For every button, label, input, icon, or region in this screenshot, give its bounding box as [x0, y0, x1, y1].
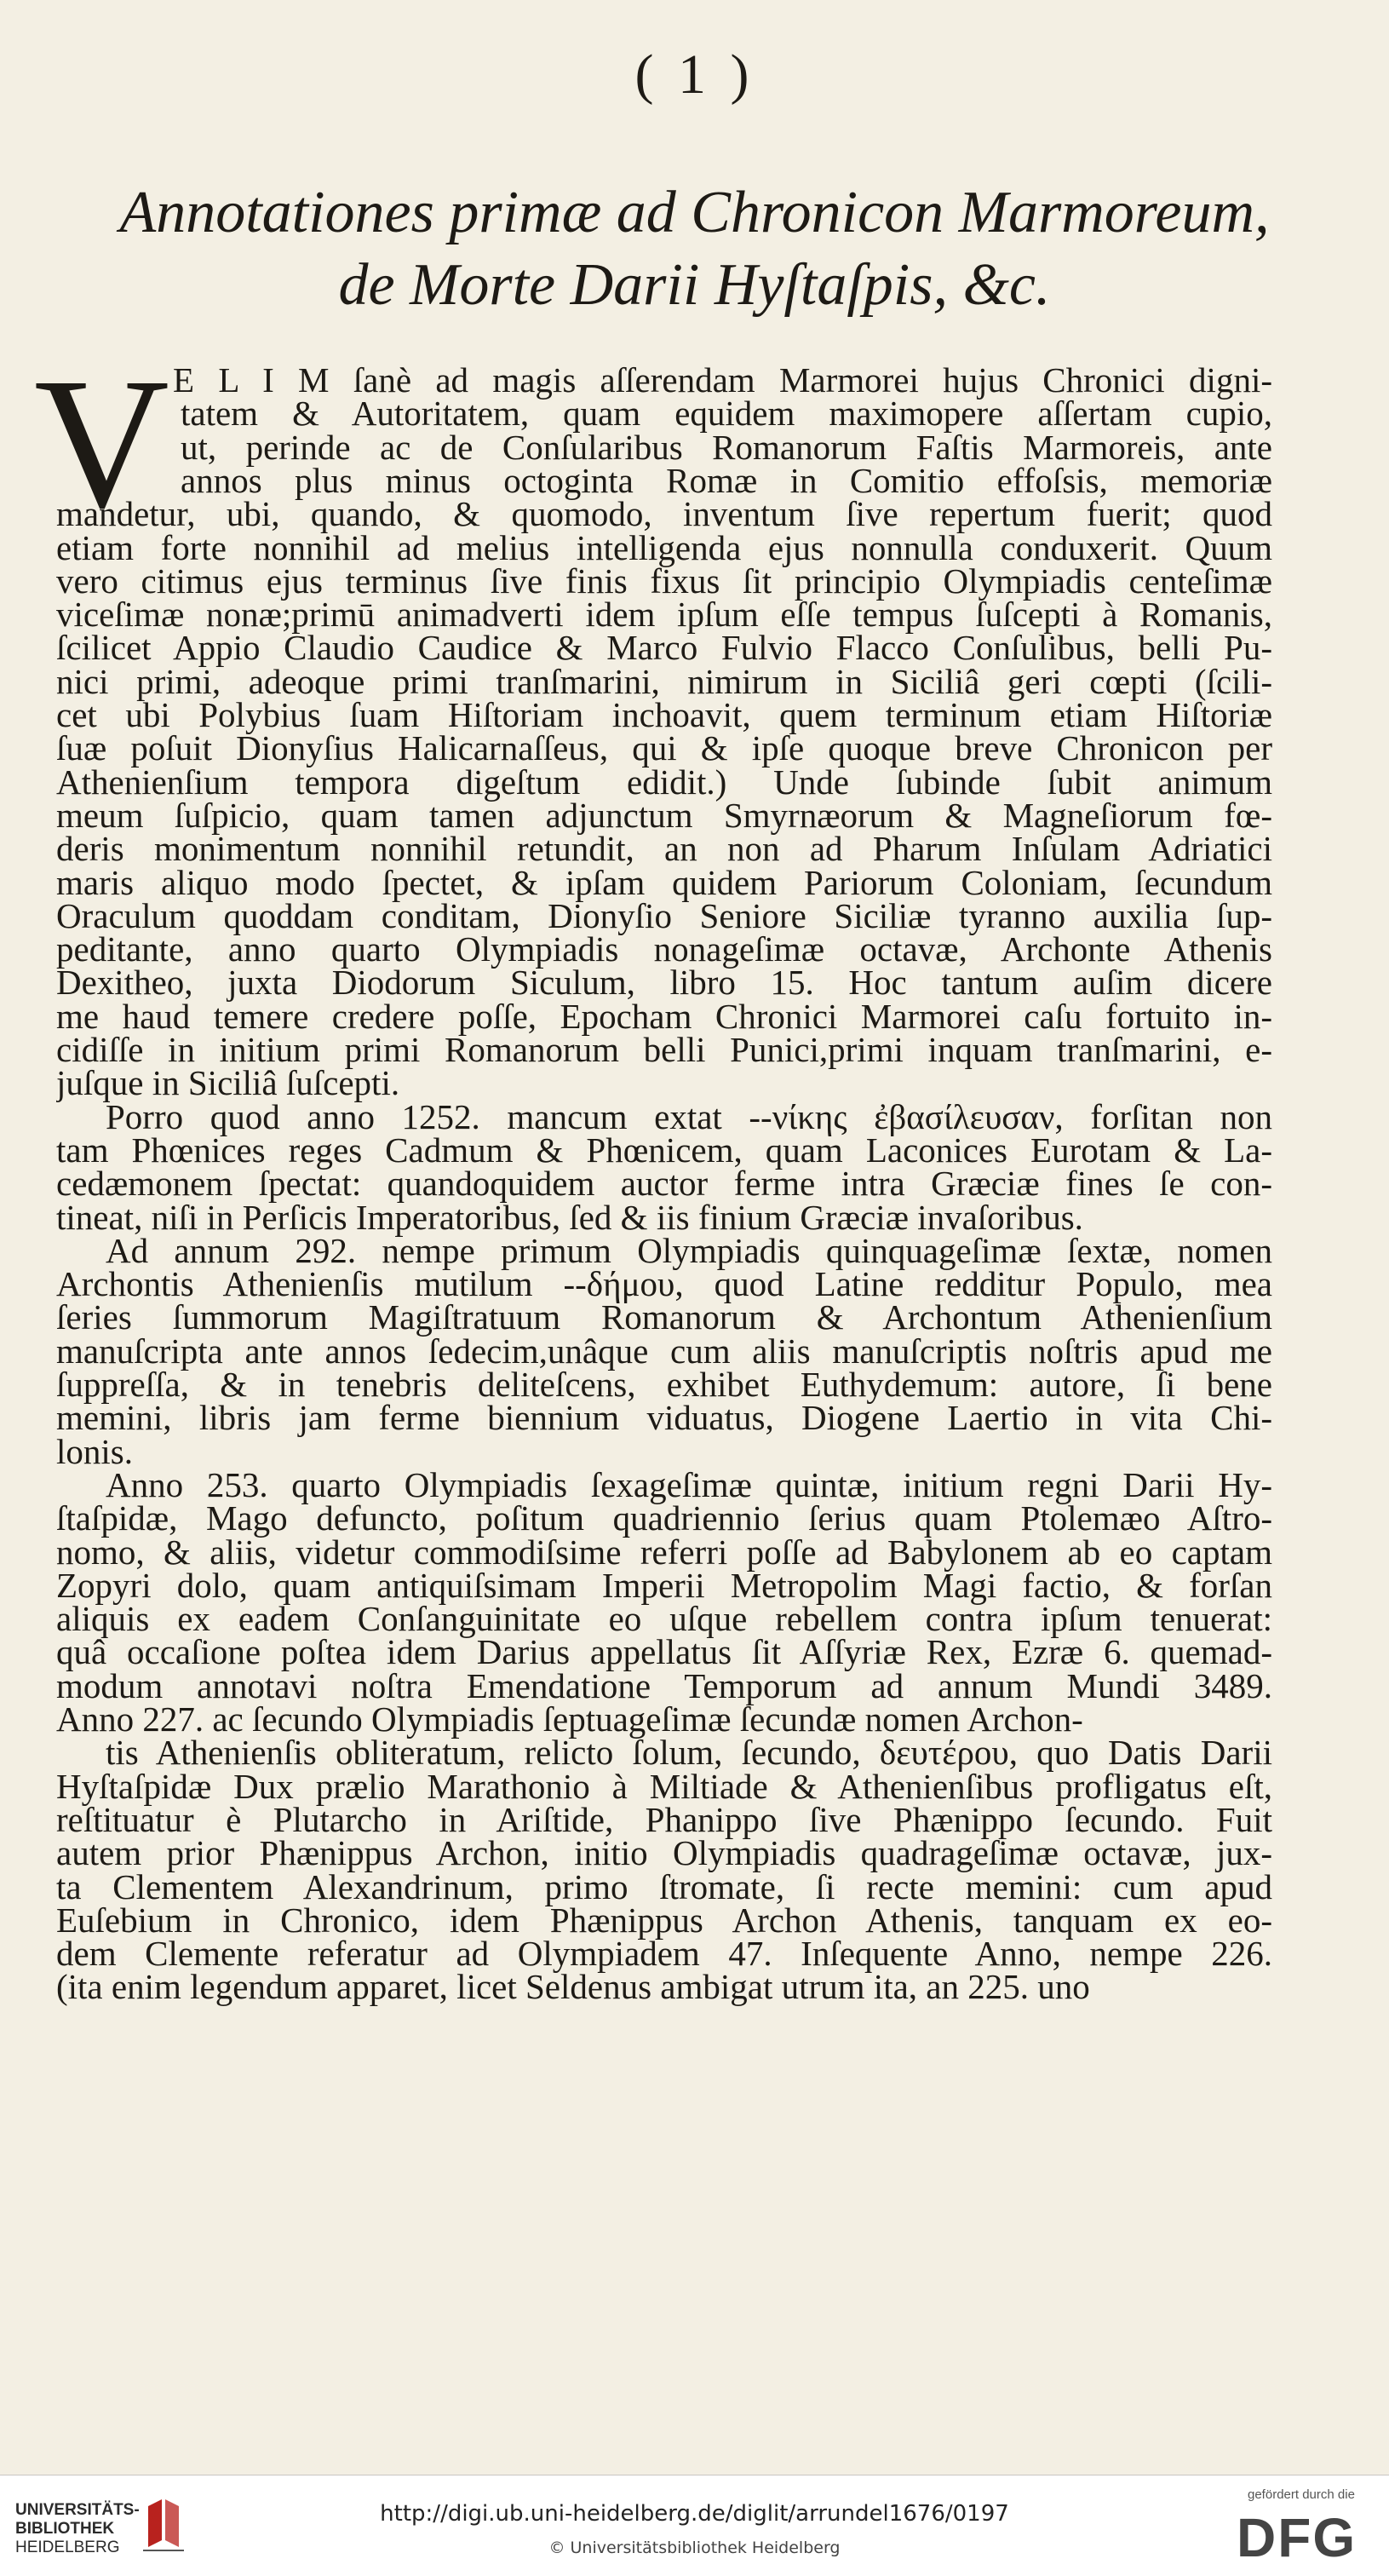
text-line: me haud temere credere poſſe, Epocham Chronici Marmorei caſu fortuito in- — [56, 996, 1272, 1036]
permalink-url[interactable]: http://digi.ub.uni-heidelberg.de/diglit/arrundel1676/0197 — [380, 2501, 1009, 2527]
text-line: ta Clementem Alexandrinum, primo ſtromate, ſi recte memini: cum apud — [56, 1866, 1272, 1906]
title-line-1: Annotationes primæ ad Chronicon Marmoreum, — [119, 180, 1270, 245]
text-line: ſcilicet Appio Claudio Caudice & Marco Fulvio Flacco Conſulibus, belli Pu- — [56, 628, 1272, 668]
ub-logo-line1: UNIVERSITÄTS- — [15, 2501, 140, 2519]
text-line: Anno 253. quarto Olympiadis ſexageſimæ quintæ, initium regni Darii Hy- — [106, 1464, 1272, 1504]
text-line: Anno 227. ac ſecundo Olympiadis ſeptuageſimæ ſecundæ nomen Archon- — [56, 1699, 1083, 1739]
text-line: manuſcripta ante annos ſedecim,unâque cum aliis manuſcriptis noſtris apud me — [56, 1331, 1272, 1371]
text-line: cidiſſe in initium primi Romanorum belli Punici,primi inquam tranſmarini, e- — [56, 1030, 1272, 1069]
text-line: tineat, niſi in Perſicis Imperatoribus, ſed & iis finium Græciæ invaſoribus. — [56, 1197, 1083, 1237]
text-line: etiam forte nonnihil ad melius intelligenda ejus nonnulla conduxerit. Quum — [56, 527, 1272, 567]
text-line: Hyſtaſpidæ Dux prælio Marathonio à Miltiade & Athenienſibus profligatus eſt, — [56, 1766, 1272, 1806]
text-line: autem prior Phænippus Archon, initio Olympiadis quadrageſimæ octavæ, jux- — [56, 1833, 1272, 1873]
text-line: ſeries ſummorum Magiſtratuum Romanorum & Archontum Athenienſium — [56, 1297, 1272, 1337]
text-line: E L I M ſanè ad magis aſſerendam Marmorei hujus Chronici digni- — [173, 360, 1272, 400]
text-line: aliquis ex eadem Conſanguinitate eo uſque rebellem contra ipſum tenuerat: — [56, 1599, 1272, 1639]
text-line: memini, libris jam ferme biennium viduatus, Diogene Laertio in vita Chi- — [56, 1398, 1272, 1438]
text-line: ut, perinde ac de Conſularibus Romanorum Faſtis Marmoreis, ante — [181, 427, 1272, 467]
text-line: meum ſuſpicio, quam tamen adjunctum Smyrnæorum & Magneſiorum fœ- — [56, 795, 1272, 835]
text-line: nici primi, adeoque primi tranſmarini, nimirum in Siciliâ geri cœpti (ſcili- — [56, 661, 1272, 701]
text-line: annos plus minus octoginta Romæ in Comitio effoſsis, memoriæ — [181, 460, 1272, 500]
text-line: ſuæ poſuit Dionyſius Halicarnaſſeus, qui & ipſe quoque breve Chronicon per — [56, 728, 1272, 768]
text-line: deris monimentum nonnihil retundit, an non ad Pharum Inſulam Adriatici — [56, 829, 1272, 869]
text-line: Dexitheo, juxta Diodorum Siculum, libro 15. Hoc tantum auſim dicere — [56, 963, 1272, 1003]
text-line: Archontis Athenienſis mutilum --δήμου, quod Latine redditur Populo, mea — [56, 1264, 1272, 1304]
text-line: cet ubi Polybius ſuam Hiſtoriam inchoavit, quem terminum etiam Hiſtoriæ — [56, 695, 1272, 734]
text-line: vero citimus ejus terminus ſive finis fixus ſit principio Olympiadis centeſimæ — [56, 561, 1272, 601]
text-line: Oraculum quoddam conditam, Dionyſio Seniore Siciliæ tyranno auxilia ſup- — [56, 895, 1272, 935]
text-line: cedæmonem ſpectat: quandoquidem auctor ferme intra Græciæ fines ſe con- — [56, 1164, 1272, 1204]
text-line: modum annotavi noſtra Emendatione Temporum ad annum Mundi 3489. — [56, 1665, 1272, 1705]
title-line-2: de Morte Darii Hyſtaſpis, &c. — [338, 252, 1051, 318]
text-line: viceſimæ nonæ;primū animadverti idem ipſum eſſe tempus ſuſcepti à Romanis, — [56, 595, 1272, 635]
text-line: Ad annum 292. nempe primum Olympiadis quinquageſimæ ſextæ, nomen — [106, 1230, 1272, 1270]
dfg-logo[interactable]: DFG — [1237, 2507, 1357, 2568]
text-line: Athenienſium tempora digeſtum edidit.) Unde ſubinde ſubit animum — [56, 762, 1272, 802]
page-number: ( 1 ) — [634, 43, 755, 106]
text-line: ſuppreſſa, & in tenebris deliteſcens, exhibet Euthydemum: autore, ſi bene — [56, 1365, 1272, 1404]
text-line: tatem & Autoritatem, quam equidem maximopere aſſertam cupio, — [181, 394, 1272, 434]
text-line: Euſebium in Chronico, idem Phænippus Archon Athenis, tanquam ex eo- — [56, 1900, 1272, 1940]
text-line: lonis. — [56, 1431, 133, 1471]
text-line: reſtituatur è Plutarcho in Ariſtide, Phanippo ſive Phænippo ſecundo. Fuit — [56, 1799, 1272, 1839]
text-line: maris aliquo modo ſpectet, & ipſam quidem Pariorum Coloniam, ſecundum — [56, 862, 1272, 902]
text-line: ſtaſpidæ, Mago defuncto, poſitum quadriennio ſerius quam Ptolemæo Aſtro- — [56, 1498, 1272, 1538]
ub-logo-line2: BIBLIOTHEK — [15, 2520, 115, 2538]
text-line: mandetur, ubi, quando, & quomodo, inventum ſive repertum fuerit; quod — [56, 494, 1272, 534]
text-line: nomo, & aliis, videtur commodiſsime referri poſſe ad Babylonem ab eo captam — [56, 1532, 1272, 1572]
text-line: peditante, anno quarto Olympiadis nonageſimæ octavæ, Archonte Athenis — [56, 929, 1272, 969]
text-line: juſque in Siciliâ ſuſcepti. — [56, 1063, 400, 1103]
footer-bar — [0, 2475, 1389, 2576]
text-line: quâ occaſione poſtea idem Darius appellatus ſit Aſſyriæ Rex, Ezræ 6. quemad- — [56, 1632, 1272, 1672]
text-line: dem Clemente referatur ad Olympiadem 47. Inſequente Anno, nempe 226. — [56, 1934, 1272, 1974]
text-line: Zopyri dolo, quam antiquiſsimam Imperii Metropolim Magi factio, & forſan — [56, 1565, 1272, 1605]
text-line: tis Athenienſis obliteratum, relicto ſolum, ſecundo, δευτέρου, quo Datis Darii — [106, 1733, 1272, 1773]
text-line: tam Phœnices reges Cadmum & Phœnicem, quam Laconices Eurotam & La- — [56, 1130, 1272, 1170]
text-line: Porro quod anno 1252. mancum extat --νίκης ἐβασίλευσαν, forſitan non — [106, 1096, 1272, 1136]
drop-cap: V — [34, 339, 169, 547]
dfg-funded-label: gefördert durch die — [1248, 2487, 1355, 2502]
copyright-text: © Universitätsbibliothek Heidelberg — [548, 2539, 841, 2557]
ub-logo-line3: HEIDELBERG — [15, 2539, 120, 2556]
text-line: (ita enim legendum apparet, licet Seldenus ambigat utrum ita, an 225. uno — [56, 1967, 1090, 2007]
